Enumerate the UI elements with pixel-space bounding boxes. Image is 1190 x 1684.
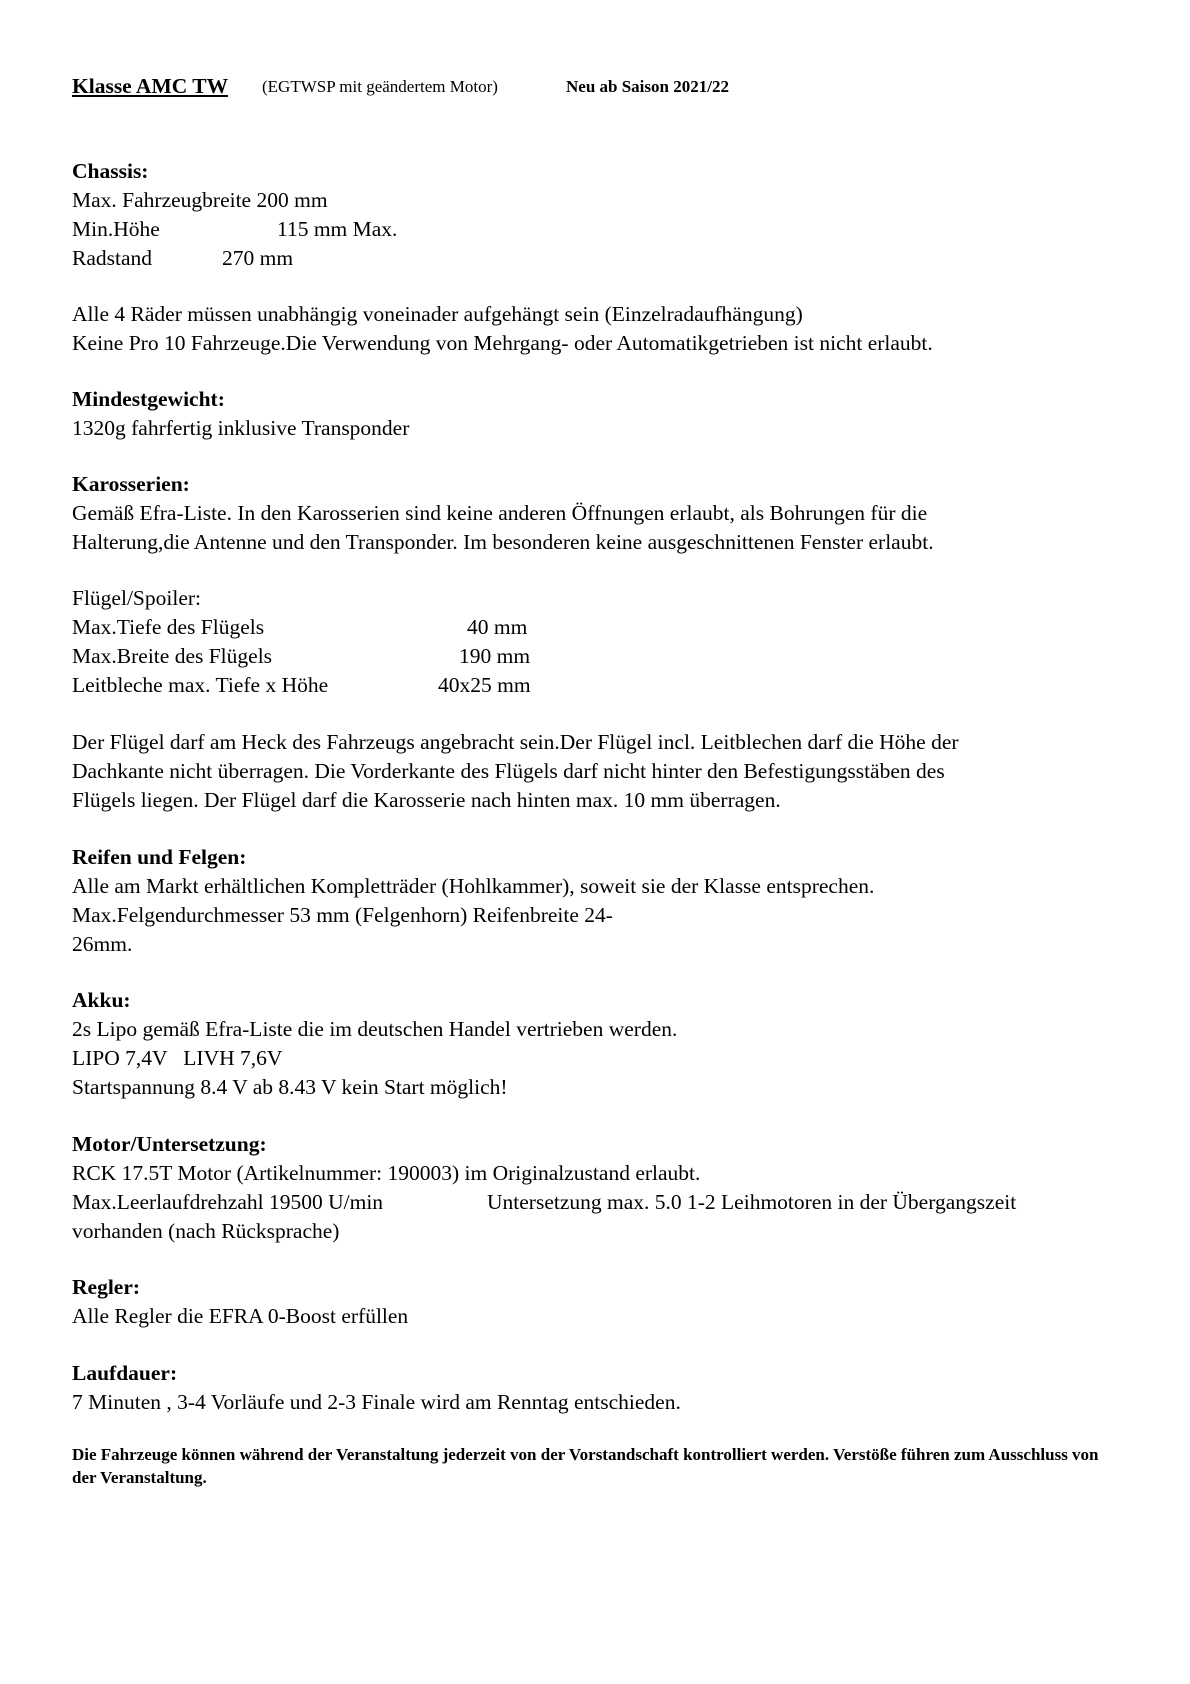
battery-text: Startspannung 8.4 V ab 8.43 V kein Start möglich! [72, 1075, 508, 1099]
bodies-heading: Karosserien: [72, 472, 190, 496]
wing-row-label: Max.Tiefe des Flügels [72, 615, 265, 639]
motor-text: RCK 17.5T Motor (Artikelnummer: 190003) im Originalzustand erlaubt. [72, 1161, 701, 1185]
wing-text: Der Flügel darf am Heck des Fahrzeugs angebracht sein.Der Flügel incl. Leitblechen darf die Höhe der [72, 730, 959, 754]
wing-row-value: 40 mm [467, 615, 528, 639]
battery-text: LIPO 7,4V LIVH 7,6V [72, 1046, 283, 1070]
tires-text: Max.Felgendurchmesser 53 mm (Felgenhorn) Reifenbreite 24- [72, 903, 613, 927]
esc-text: Alle Regler die EFRA 0-Boost erfüllen [72, 1304, 409, 1328]
wing-text: Flügels liegen. Der Flügel darf die Karosserie nach hinten max. 10 mm überragen. [72, 788, 781, 812]
wing-row-value: 190 mm [459, 644, 531, 668]
tires-heading: Reifen und Felgen: [72, 845, 247, 869]
tires-text: Alle am Markt erhältlichen Kompletträder (Hohlkammer), soweit sie der Klasse entsprechen. [72, 874, 875, 898]
battery-heading: Akku: [72, 988, 131, 1012]
footer-note: Die Fahrzeuge können während der Veranstaltung jederzeit von der Vorstandschaft kontrolliert werden. Verstöße führen zum Ausschluss von der Veranstaltung. [72, 1445, 1099, 1487]
document-subtitle: (EGTWSP mit geändertem Motor) [262, 77, 498, 96]
chassis-width: Max. Fahrzeugbreite 200 mm [72, 188, 328, 212]
chassis-heading: Chassis: [72, 159, 149, 183]
motor-text: vorhanden (nach Rücksprache) [72, 1219, 340, 1243]
duration-heading: Laufdauer: [72, 1361, 178, 1385]
motor-text: Untersetzung max. 5.0 1-2 Leihmotoren in der Übergangszeit [487, 1190, 1017, 1214]
chassis-rule: Alle 4 Räder müssen unabhängig voneinader aufgehängt sein (Einzelradaufhängung) [72, 302, 803, 326]
wing-row-label: Max.Breite des Flügels [72, 644, 273, 668]
wing-heading: Flügel/Spoiler: [72, 586, 201, 610]
season-note: Neu ab Saison 2021/22 [566, 77, 729, 96]
esc-heading: Regler: [72, 1275, 141, 1299]
chassis-wheelbase-label: Radstand [72, 246, 153, 270]
motor-heading: Motor/Untersetzung: [72, 1132, 267, 1156]
weight-heading: Mindestgewicht: [72, 387, 225, 411]
duration-text: 7 Minuten , 3-4 Vorläufe und 2-3 Finale wird am Renntag entschieden. [72, 1390, 681, 1414]
wing-text: Dachkante nicht überragen. Die Vorderkante des Flügels darf nicht hinter den Befestigungsstäben des [72, 759, 945, 783]
document-title: Klasse AMC TW [72, 74, 229, 98]
motor-text: Max.Leerlaufdrehzahl 19500 U/min [72, 1190, 384, 1214]
wing-row-value: 40x25 mm [438, 673, 531, 697]
battery-text: 2s Lipo gemäß Efra-Liste die im deutschen Handel vertrieben werden. [72, 1017, 678, 1041]
bodies-text: Halterung,die Antenne und den Transponder. Im besonderen keine ausgeschnittenen Fenster erlaubt. [72, 530, 934, 554]
chassis-height-value: 115 mm Max. [277, 217, 398, 241]
weight-text: 1320g fahrfertig inklusive Transponder [72, 416, 410, 440]
wing-row-label: Leitbleche max. Tiefe x Höhe [72, 673, 329, 697]
tires-text: 26mm. [72, 932, 133, 956]
bodies-text: Gemäß Efra-Liste. In den Karosserien sind keine anderen Öffnungen erlaubt, als Bohrungen für die [72, 501, 928, 525]
chassis-wheelbase-value: 270 mm [222, 246, 294, 270]
chassis-rule: Keine Pro 10 Fahrzeuge.Die Verwendung von Mehrgang- oder Automatikgetrieben ist nicht erlaubt. [72, 331, 933, 355]
chassis-height-label: Min.Höhe [72, 217, 160, 241]
